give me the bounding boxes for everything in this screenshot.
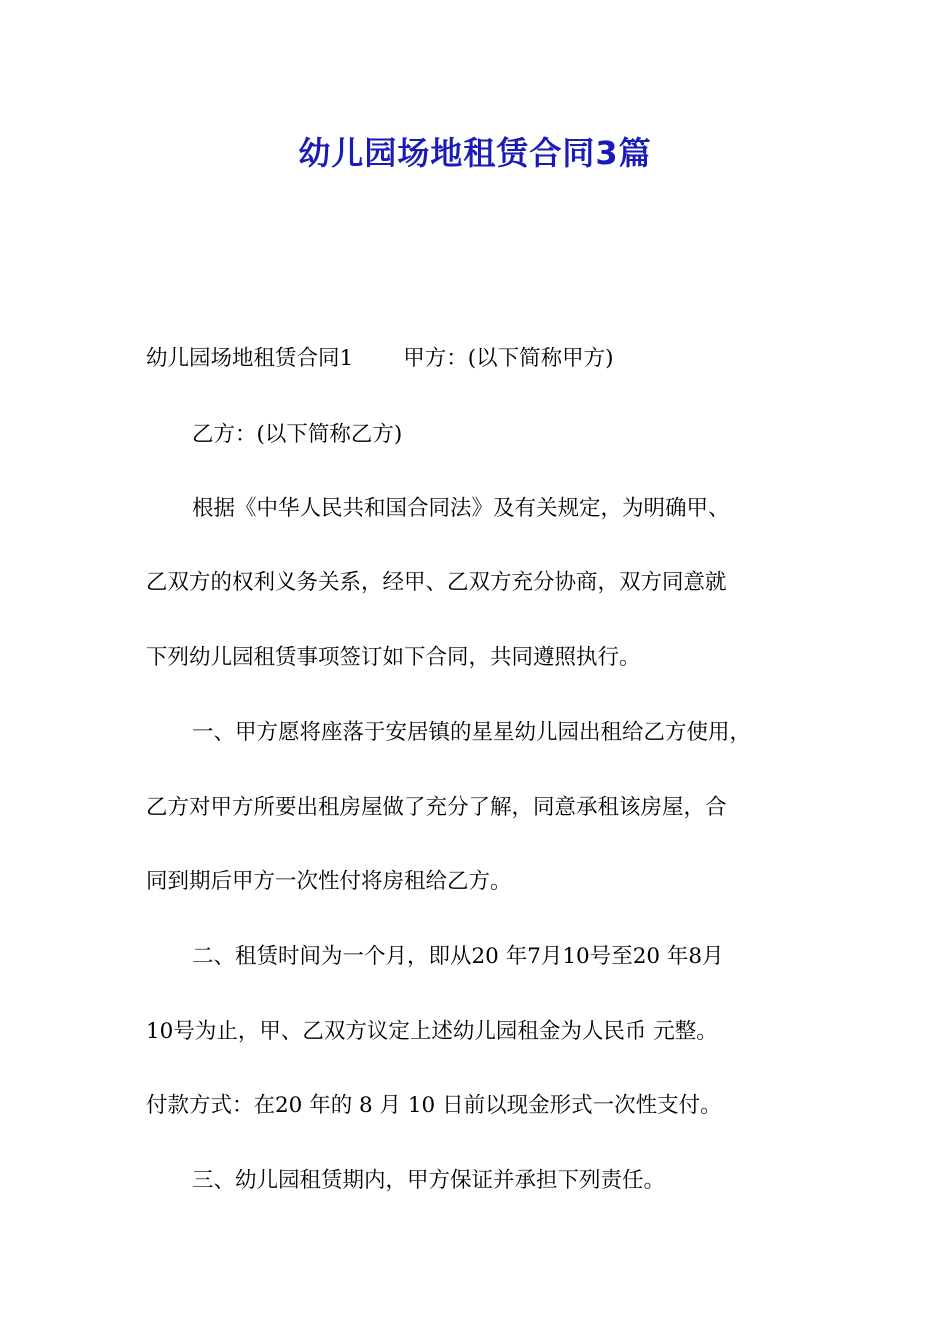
contract-name: 幼儿园场地租赁合同1 — [146, 346, 354, 371]
party-b-label: 乙方：(以下简称乙方) — [192, 422, 403, 447]
document-title: 幼儿园场地租赁合同3篇 — [298, 134, 652, 172]
paragraph-line: 10号为止，甲、乙双方议定上述幼儿园租金为人民币 元整。 — [146, 1019, 718, 1044]
paragraph-line: 乙双方的权利义务关系，经甲、乙双方充分协商，双方同意就 — [146, 570, 727, 595]
paragraph-line: 付款方式：在20 年的 8 月 10 日前以现金形式一次性支付。 — [146, 1093, 722, 1118]
party-a-label: 甲方：(以下简称甲方) — [403, 346, 614, 371]
paragraph-line: 二、租赁时间为一个月，即从20 年7月10号至20 年8月 — [192, 944, 724, 969]
paragraph-line: 根据《中华人民共和国合同法》及有关规定，为明确甲、 — [192, 496, 730, 521]
paragraph-line: 同到期后甲方一次性付将房租给乙方。 — [146, 869, 512, 894]
paragraph-line: 一、甲方愿将座落于安居镇的星星幼儿园出租给乙方使用， — [192, 720, 752, 745]
paragraph-line: 三、幼儿园租赁期内，甲方保证并承担下列责任。 — [192, 1168, 666, 1193]
paragraph-line: 乙方对甲方所要出租房屋做了充分了解，同意承租该房屋，合 — [146, 795, 727, 820]
contract-header-line — [146, 344, 613, 374]
paragraph-line: 下列幼儿园租赁事项签订如下合同，共同遵照执行。 — [146, 645, 641, 670]
